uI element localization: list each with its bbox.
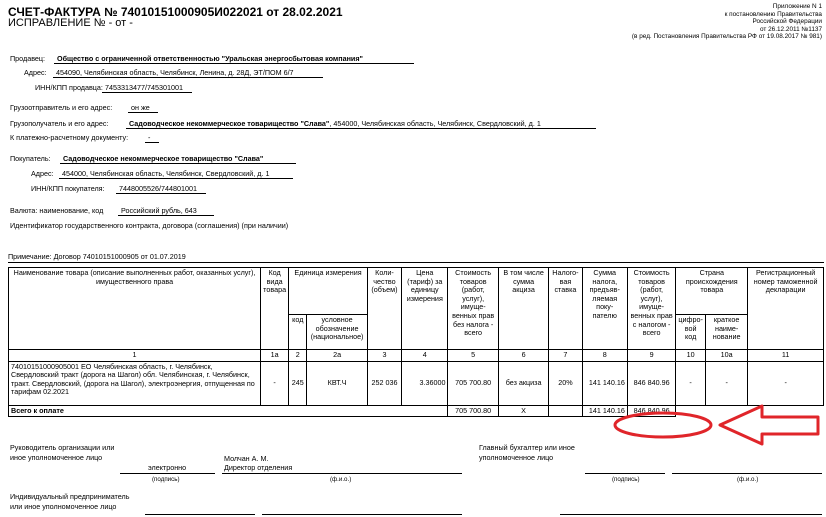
caption-sign: (подпись) xyxy=(152,476,180,483)
shipper-value: он же xyxy=(131,103,150,112)
total-cost-no-tax: 705 700.80 xyxy=(448,405,498,417)
col-number: 8 xyxy=(582,350,627,362)
col-number: 11 xyxy=(748,350,824,362)
header-cost-tax: Стоимость товаров (работ, услуг), имуще-венных прав с налогом - всего xyxy=(627,268,675,350)
buyer-name: Садоводческое некоммерческое товарищество "Слава" xyxy=(63,154,264,163)
header-excise: В том числе сумма акциза xyxy=(498,268,548,350)
row-cost-tax: 846 840.96 xyxy=(627,361,675,405)
arrow-icon xyxy=(720,406,818,444)
contract-id-label: Идентификатор государственного контракта, договора (соглашения) (при наличии) xyxy=(10,221,289,230)
col-number: 10а xyxy=(705,350,747,362)
col-number: 2 xyxy=(289,350,307,362)
header-tax: Сумма налога, предъяв-ляемая поку-пателю xyxy=(582,268,627,350)
col-number: 1а xyxy=(261,350,289,362)
total-excise: X xyxy=(498,405,548,417)
header-country: Страна происхождения товара xyxy=(676,268,748,315)
caption-name: (ф.и.о.) xyxy=(330,476,352,483)
payment-doc-label: К платежно-расчетному документу: xyxy=(10,133,129,142)
header-qty: Коли-чество (объем) xyxy=(367,268,401,350)
currency-label: Валюта: наименование, код xyxy=(10,206,104,215)
col-number: 3 xyxy=(367,350,401,362)
col-number: 7 xyxy=(549,350,582,362)
row-name: 74010151000905001 ЕО Челябинская область, г. Челябинск, Свердловский тракт (дорога на Шагол) обл. Челябинская, г. Челябинск, тракт. Свердловский, (дорога на Шагол), электроэнергия, отпущенная по тарифам 02.2021 xyxy=(9,361,261,405)
consignee-value: Садоводческое некоммерческое товарищество "Слава", 454000, Челябинская область, Челябинск, Свердловский, д. 1 xyxy=(129,119,541,128)
seller-address: 454090, Челябинская область, Челябинск, Ленина, д. 28Д, ЭТ/ПОМ 6/7 xyxy=(56,68,294,77)
header-cost-no-tax: Стоимость товаров (работ, услуг), имуще-венных прав без налога - всего xyxy=(448,268,498,350)
consignee-label: Грузополучатель и его адрес: xyxy=(10,119,109,128)
row-rate: 20% xyxy=(549,361,582,405)
appendix-note: Приложение N 1 к постановлению Правительства Российской Федерации от 26.12.2011 №1137 (в ред. Постановления Правительства РФ от 19.08.2017 № 981) xyxy=(631,3,822,41)
total-cost-tax: 846 840.96 xyxy=(627,405,675,417)
header-customs: Регистрационный номер таможенной декларации xyxy=(748,268,824,350)
seller-address-label: Адрес: xyxy=(24,68,47,77)
row-cost-no-tax: 705 700.80 xyxy=(448,361,498,405)
header-price: Цена (тариф) за единицу измерения xyxy=(402,268,448,350)
payment-doc-value: - xyxy=(148,133,151,142)
header-country-code: цифро-вой код xyxy=(676,315,706,350)
buyer-address-label: Адрес: xyxy=(31,169,54,178)
row-unit-name: КВТ.Ч xyxy=(307,361,367,405)
col-number: 5 xyxy=(448,350,498,362)
head-label: Руководитель организации или иное уполномоченное лицо xyxy=(10,443,115,462)
accountant-label: Главный бухгалтер или иное уполномоченное лицо xyxy=(479,443,575,462)
row-country-code: - xyxy=(676,361,706,405)
row-unit-code: 245 xyxy=(289,361,307,405)
row-kind-code: - xyxy=(261,361,289,405)
col-number: 9 xyxy=(627,350,675,362)
head-sign: электронно xyxy=(148,463,187,472)
col-number: 2а xyxy=(307,350,367,362)
correction-line: ИСПРАВЛЕНИЕ № - от - xyxy=(8,17,133,29)
invoice-title: СЧЕТ-ФАКТУРА № 74010151000905И022021 от 28.02.2021 xyxy=(8,5,343,19)
row-excise: без акциза xyxy=(498,361,548,405)
invoice-note: Примечание: Договор 74010151000905 от 01.07.2019 xyxy=(8,252,186,261)
total-label: Всего к оплате xyxy=(9,405,448,417)
row-price: 3.36000 xyxy=(402,361,448,405)
header-kind-code: Код вида товара xyxy=(261,268,289,350)
buyer-label: Покупатель: xyxy=(10,154,51,163)
col-number: 10 xyxy=(676,350,706,362)
header-rate: Налого-вая ставка xyxy=(549,268,582,350)
caption-name-2: (ф.и.о.) xyxy=(737,476,759,483)
row-qty: 252 036 xyxy=(367,361,401,405)
col-number: 6 xyxy=(498,350,548,362)
shipper-label: Грузоотправитель и его адрес: xyxy=(10,103,113,112)
row-tax: 141 140.16 xyxy=(582,361,627,405)
currency-value: Российский рубль, 643 xyxy=(121,206,197,215)
head-position: Директор отделения xyxy=(224,463,293,472)
header-unit-name: условное обозначение (национальное) xyxy=(307,315,367,350)
caption-sign-2: (подпись) xyxy=(612,476,640,483)
seller-name: Общество с ограниченной ответственностью "Уральская энергосбытовая компания" xyxy=(57,54,363,63)
header-unit: Единица измерения xyxy=(289,268,368,315)
head-name: Молчан А. М. xyxy=(224,454,269,463)
row-country-name: - xyxy=(705,361,747,405)
seller-inn-label: ИНН/КПП продавца: xyxy=(35,83,103,92)
buyer-address: 454000, Челябинская область, Челябинск, Свердловский, д. 1 xyxy=(62,169,270,178)
col-number: 1 xyxy=(9,350,261,362)
seller-inn: 7453313477/745301001 xyxy=(105,83,183,92)
header-unit-code: код xyxy=(289,315,307,350)
row-customs: - xyxy=(748,361,824,405)
seller-label: Продавец: xyxy=(10,54,46,63)
ip-label: Индивидуальный предприниматель или иное уполномоченное лицо xyxy=(10,492,130,511)
total-tax: 141 140.16 xyxy=(582,405,627,417)
header-country-name: краткое наиме-нование xyxy=(705,315,747,350)
buyer-inn-label: ИНН/КПП покупателя: xyxy=(31,184,105,193)
col-number: 4 xyxy=(402,350,448,362)
highlight-ellipse xyxy=(615,413,711,437)
header-name: Наименование товара (описание выполненных работ, оказанных услуг), имущественного права xyxy=(9,268,261,350)
buyer-inn: 7448005526/744801001 xyxy=(119,184,197,193)
